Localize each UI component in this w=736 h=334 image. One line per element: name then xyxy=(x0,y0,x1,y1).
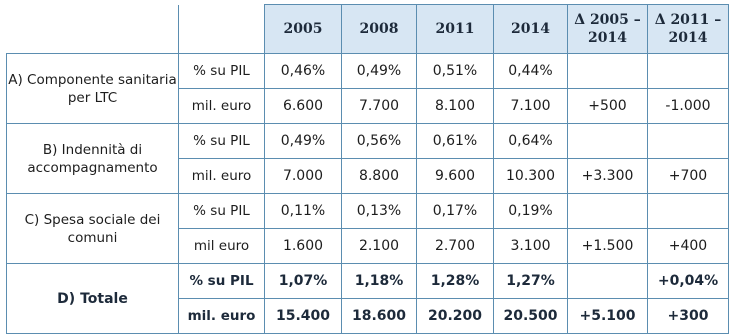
cell-value: 0,46% xyxy=(265,54,342,89)
cell-value: 1.600 xyxy=(265,229,342,264)
unit-label: % su PIL xyxy=(179,264,265,299)
row-label-c: C) Spesa sociale dei comuni xyxy=(7,194,179,264)
table-row-total xyxy=(7,264,729,299)
header-2011: 2011 xyxy=(417,5,494,54)
cell-value: 0,13% xyxy=(342,194,417,229)
cell-value: 8.100 xyxy=(417,89,494,124)
cell-delta xyxy=(648,194,729,229)
cell-value: 0,49% xyxy=(265,124,342,159)
cell-value: 2.700 xyxy=(417,229,494,264)
cell-value: 0,64% xyxy=(494,124,568,159)
unit-label: % su PIL xyxy=(179,194,265,229)
cell-delta: +0,04% xyxy=(648,264,729,299)
cell-delta: +3.300 xyxy=(568,159,648,194)
cell-value: 7.100 xyxy=(494,89,568,124)
header-delta-2005-2014: Δ 2005 – 2014 xyxy=(568,5,648,54)
unit-label: % su PIL xyxy=(179,54,265,89)
cell-value: 0,49% xyxy=(342,54,417,89)
cell-value: 0,11% xyxy=(265,194,342,229)
header-row xyxy=(7,5,729,54)
header-empty-cell xyxy=(7,5,179,54)
cell-value: 1,18% xyxy=(342,264,417,299)
cell-delta: +300 xyxy=(648,299,729,334)
ltc-spending-table xyxy=(6,4,729,334)
cell-delta: +500 xyxy=(568,89,648,124)
cell-value: 0,19% xyxy=(494,194,568,229)
cell-delta xyxy=(568,54,648,89)
cell-delta xyxy=(568,264,648,299)
cell-delta xyxy=(568,124,648,159)
header-2014: 2014 xyxy=(494,5,568,54)
row-label-a: A) Componente sanitaria per LTC xyxy=(7,54,179,124)
unit-label: mil. euro xyxy=(179,159,265,194)
cell-value: 1,28% xyxy=(417,264,494,299)
unit-label: mil euro xyxy=(179,229,265,264)
cell-delta: +1.500 xyxy=(568,229,648,264)
row-label-b: B) Indennità di accompagnamento xyxy=(7,124,179,194)
unit-label: mil. euro xyxy=(179,89,265,124)
header-empty-cell xyxy=(179,5,265,54)
cell-value: 0,17% xyxy=(417,194,494,229)
cell-value: 2.100 xyxy=(342,229,417,264)
cell-value: 3.100 xyxy=(494,229,568,264)
cell-value: 1,07% xyxy=(265,264,342,299)
table-container xyxy=(6,4,728,326)
unit-label: mil. euro xyxy=(179,299,265,334)
header-2008: 2008 xyxy=(342,5,417,54)
row-label-total: D) Totale xyxy=(7,264,179,334)
cell-delta: +700 xyxy=(648,159,729,194)
cell-value: 10.300 xyxy=(494,159,568,194)
table-row xyxy=(7,54,729,89)
cell-value: 0,44% xyxy=(494,54,568,89)
cell-value: 8.800 xyxy=(342,159,417,194)
cell-delta xyxy=(648,124,729,159)
header-delta-2011-2014: Δ 2011 – 2014 xyxy=(648,5,729,54)
table-row xyxy=(7,124,729,159)
cell-delta xyxy=(648,54,729,89)
cell-value: 15.400 xyxy=(265,299,342,334)
cell-value: 1,27% xyxy=(494,264,568,299)
cell-value: 0,61% xyxy=(417,124,494,159)
cell-value: 18.600 xyxy=(342,299,417,334)
cell-value: 9.600 xyxy=(417,159,494,194)
cell-value: 0,56% xyxy=(342,124,417,159)
cell-value: 7.700 xyxy=(342,89,417,124)
cell-delta: +5.100 xyxy=(568,299,648,334)
table-row xyxy=(7,194,729,229)
cell-delta: -1.000 xyxy=(648,89,729,124)
cell-delta xyxy=(568,194,648,229)
cell-delta: +400 xyxy=(648,229,729,264)
header-2005: 2005 xyxy=(265,5,342,54)
unit-label: % su PIL xyxy=(179,124,265,159)
cell-value: 20.200 xyxy=(417,299,494,334)
cell-value: 0,51% xyxy=(417,54,494,89)
cell-value: 6.600 xyxy=(265,89,342,124)
cell-value: 20.500 xyxy=(494,299,568,334)
cell-value: 7.000 xyxy=(265,159,342,194)
